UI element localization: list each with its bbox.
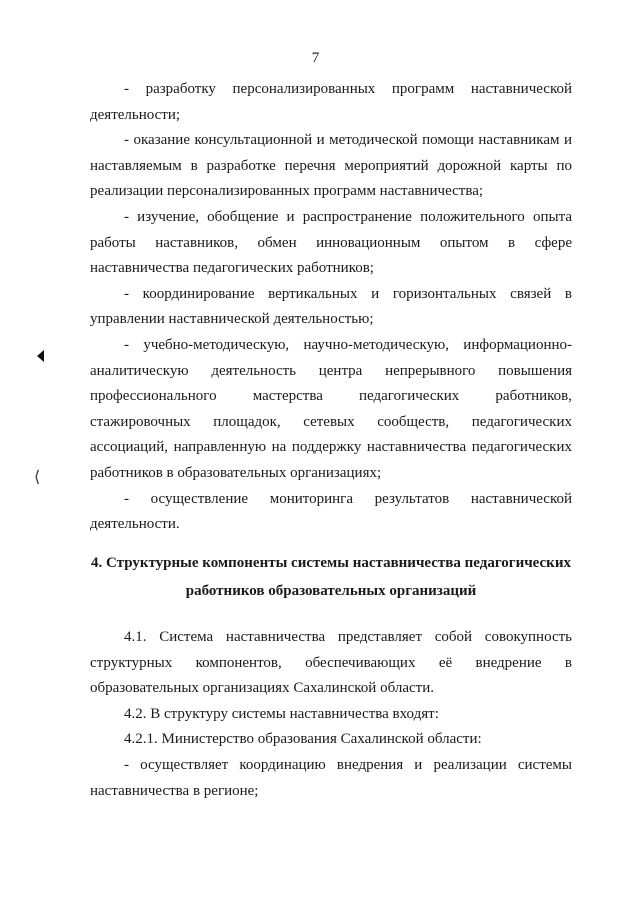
section-heading-line: работников образовательных организаций	[185, 583, 477, 599]
list-item: - изучение, обобщение и распространение положительного опыта работы наставников, обмен инновационным опытом в сфере наставничества педагогических работников;	[90, 208, 572, 277]
list-item: - осуществление мониторинга результатов наставнической деятельности.	[90, 490, 572, 533]
list-item: - координирование вертикальных и горизонтальных связей в управлении наставнической деятельностью;	[90, 285, 572, 328]
paragraph: 4.1. Система наставничества представляет собой совокупность структурных компонентов, обеспечивающих её внедрение в образовательных организациях Сахалинской области.	[90, 629, 572, 697]
section-heading-line: 4. Структурные компоненты системы наставничества педагогических	[91, 555, 571, 571]
paragraph: 4.2.1. Министерство образования Сахалинской области:	[124, 731, 482, 748]
page-number: 7	[311, 50, 320, 66]
section-heading	[90, 549, 572, 605]
margin-mark-icon	[37, 350, 44, 362]
list-item: - оказание консультационной и методической помощи наставникам и наставляемым в разработке перечня мероприятий дорожной карты по реализации персонализированных программ наставничества;	[90, 132, 572, 200]
paragraph: - осуществляет координацию внедрения и реализации системы наставничества в регионе;	[90, 756, 572, 799]
section-body	[90, 625, 572, 804]
responsibilities-list	[90, 77, 572, 538]
paragraph: 4.2. В структуру системы наставничества входят:	[124, 705, 439, 722]
list-item: - разработку персонализированных программ наставнической деятельности;	[90, 81, 572, 123]
margin-scribble-icon: ⟨	[34, 469, 41, 486]
list-item: - учебно-методическую, научно-методическую, информационно-аналитическую деятельность центра непрерывного повышения профессионального мастерства педагогических работников, стажировочных площадок, сетевых сообществ, педагогических ассоциаций, направленную на поддержку наставничества педагогических работников в образовательных организациях;	[90, 336, 572, 481]
